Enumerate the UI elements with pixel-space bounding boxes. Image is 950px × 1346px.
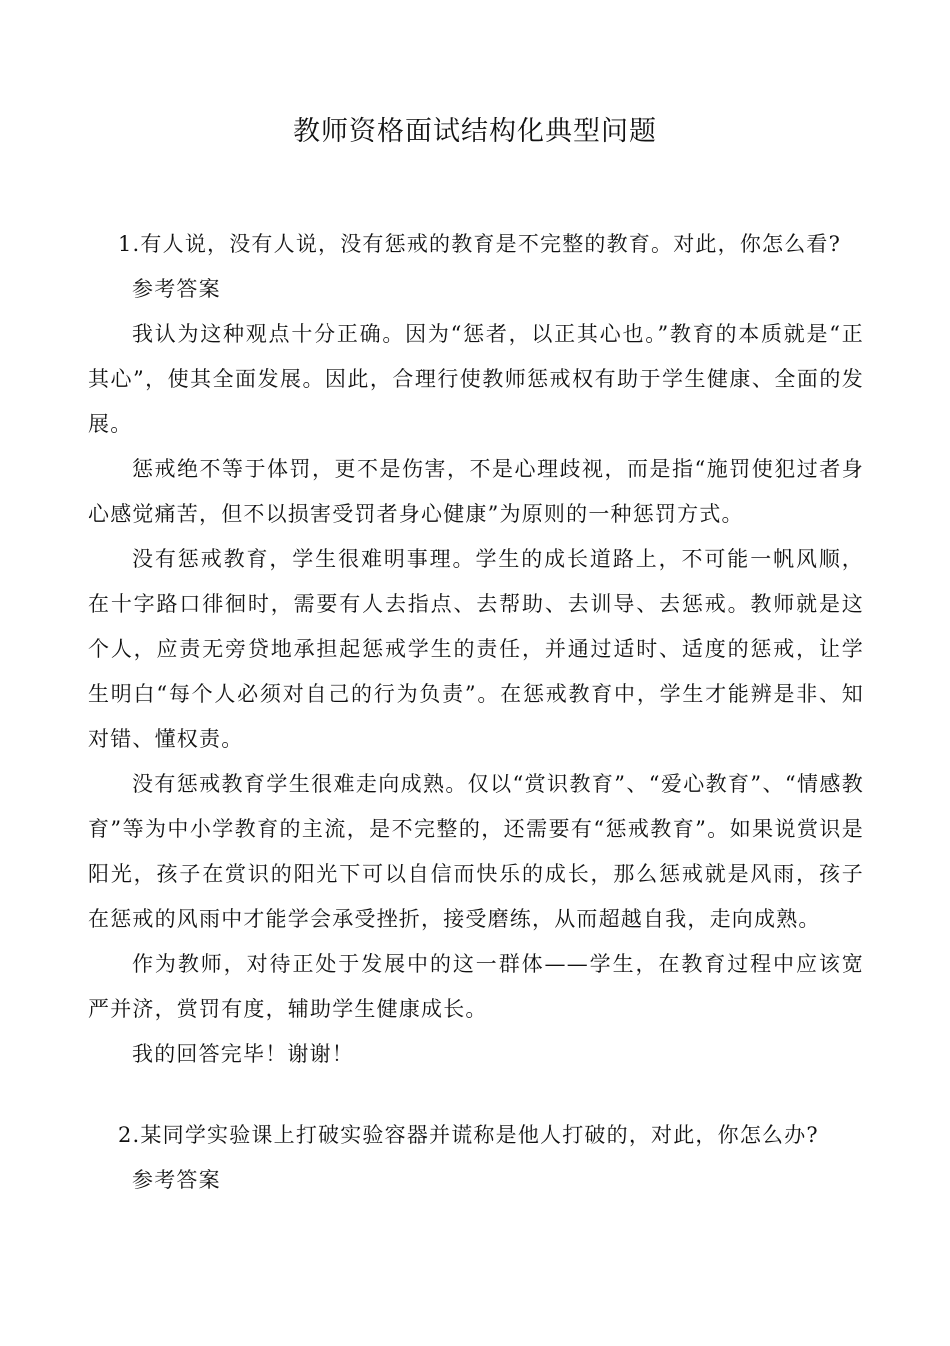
- question-2: 2.某同学实验课上打破实验容器并谎称是他人打破的，对此，你怎么办?: [118, 1123, 819, 1147]
- answer-1-paragraph: 我认为这种观点十分正确。因为“惩者，以正其心也。”教育的本质就是“正其心”，使其全面发展。因此，合理行使教师惩戒权有助于学生健康、全面的发展。: [88, 322, 864, 436]
- answer-1-paragraph: 没有惩戒教育学生很难走向成熟。仅以“赏识教育”、“爱心教育”、“情感教育”等为中小学教育的主流，是不完整的，还需要有“惩戒教育”。如果说赏识是阳光，孩子在赏识的阳光下可以自信而快乐的成长，那么惩戒就是风雨，孩子在惩戒的风雨中才能学会承受挫折，接受磨练，从而超越自我，走向成熟。: [88, 772, 864, 931]
- answer-1-paragraph: 作为教师，对待正处于发展中的这一群体——学生，在教育过程中应该宽严并济，赏罚有度，辅助学生健康成长。: [88, 952, 864, 1021]
- document-body: [88, 222, 864, 1203]
- answer-1-closing: 我的回答完毕！谢谢！: [132, 1042, 354, 1066]
- question-1: 1.有人说，没有人说，没有惩戒的教育是不完整的教育。对此，你怎么看?: [118, 232, 842, 256]
- document-title: 教师资格面试结构化典型问题: [293, 116, 657, 147]
- answer-label-2: 参考答案: [132, 1168, 221, 1192]
- answer-1-paragraph: 没有惩戒教育，学生很难明事理。学生的成长道路上，不可能一帆风顺，在十字路口徘徊时，需要有人去指点、去帮助、去训导、去惩戒。教师就是这个人，应责无旁贷地承担起惩戒学生的责任，并通过适时、适度的惩戒，让学生明白“每个人必须对自己的行为负责”。在惩戒教育中，学生才能辨是非、知对错、懂权责。: [88, 547, 864, 751]
- answer-label-1: 参考答案: [132, 277, 221, 301]
- answer-1-paragraph: 惩戒绝不等于体罚，更不是伤害，不是心理歧视，而是指“施罚使犯过者身心感觉痛苦，但不以损害受罚者身心健康”为原则的一种惩罚方式。: [88, 457, 864, 526]
